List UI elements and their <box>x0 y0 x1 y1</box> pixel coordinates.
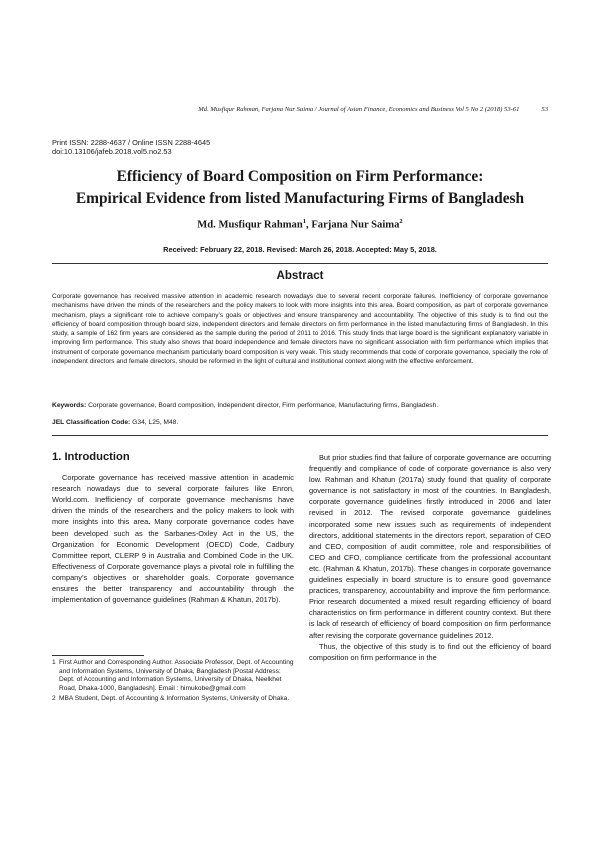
keywords-label: Keywords: <box>52 402 87 409</box>
title-line-2: Empirical Evidence from listed Manufacturing Firms of Bangladesh <box>75 190 525 207</box>
submission-dates: Received: February 22, 2018. Revised: March 26, 2018. Accepted: May 5, 2018. <box>163 245 437 254</box>
footnote-1 <box>52 659 294 693</box>
running-header-text: Md. Musfiqur Rahman, Farjana Nur Saima / Journal of Asian Finance, Economics and Business Vol 5 No 2 (2018) 53-61 <box>198 106 520 113</box>
author-2-mark: 2 <box>399 218 403 225</box>
title-line-1: Efficiency of Board Composition on Firm Performance: <box>116 168 484 185</box>
abstract-bottom-rule <box>52 435 548 436</box>
running-header <box>52 106 548 113</box>
doi-line: doi:10.13106/jafeb.2018.vol5.no2.53 <box>52 146 172 156</box>
intro-paragraph-2: But prior studies find that failure of corporate governance are occurring frequently and compliance of code of corporate governance is also very low. Rahman and Khatun (2017a) study found that quality of corporate governance is not satisfactory in most of the countries. In Bangladesh, corporate governance guidelines firstly introduced in 2006 and later revised in 2012. The revised corporate governance guidelines incorporated some new issues such as requirements of independent directors, additional statements in the directors report, separation of CEO and CEO, composition of audit committee, role and responsibilities of CEO and CFO, compliance certificate from the professional accountant etc. (Rahman & Khatun, 2017b). These changes in corporate governance guidelines especially in board structure is to ensure good governance practices, transparency, accountability and improve the firm performance. Prior research documented a mixed result regarding efficiency of board characteristics on firm performance in different country context. But there is lack of research of efficiency of board composition on firm performance after revising the corporate governance guidelines 2012. <box>309 453 551 640</box>
footnote-2 <box>52 695 294 704</box>
intro-paragraph-3: Thus, the objective of this study is to find out the efficiency of board composition on firm performance in the <box>309 641 551 662</box>
intro-paragraph-1-part-a: Corporate governance has received massive attention in academic research nowadays due to several corporate failures like Enron, World.com. Inefficiency of corporate governance mechanisms have driven the minds of the researchers and the policy makers to look with more insights into this area <box>52 473 294 527</box>
author-1-mark: 1 <box>302 218 307 225</box>
author-list <box>52 218 548 231</box>
keywords <box>52 401 548 410</box>
page-number: 53 <box>541 106 548 113</box>
intro-paragraph-1-period: . <box>148 517 151 527</box>
abstract-heading: Abstract <box>276 269 324 282</box>
keywords-text: Corporate governance, Board composition, Independent director, Firm performance, Manufacturing firms, Bangladesh. <box>88 402 439 409</box>
intro-paragraph-1-part-b: Many corporate governance codes have been developed such as the Sarbanes-Oxley Act in the US, the Organization for Economic Development (OECD) Code, Cadbury Committee report, CLERP 9 in Australia and Combined Code in the UK. Effectiveness of Corporate governance plays a pivotal role in fulfilling the company’s objectives or shareholder goals. Corporate governance ensures the better transparency and accountability through the implementation of governance guidelines (Rahman & Khatun, 2017b). <box>52 517 295 605</box>
abstract-top-rule <box>52 263 548 264</box>
footnote-1-number: 1 <box>52 659 56 666</box>
footnote-2-text: MBA Student, Dept. of Accounting & Information Systems, University of Dhaka. <box>59 695 290 703</box>
paper-title <box>52 166 548 210</box>
section-heading-introduction: 1. Introduction <box>52 451 130 463</box>
abstract-body: Corporate governance has received massive attention in academic research nowadays due to several recent corporate failures. Inefficiency of corporate governance mechanisms have driven the minds of the researchers and the policy makers to look with more insights into this area. Board composition, as part of corporate governance mechanism, plays a significant role to achieve company’s goals or objectives and ensure transparency and accountability. The objective of this study is to find out the efficiency of board composition through board size, independent directors and female directors on firm performance in the listed manufacturing firms of Bangladesh. In this study, a sample of 162 firm years are considered as the sample during the period of 2011 to 2016. This study finds that large board is the significant explanatory variable in improving firm performance. This study also shows that board independence and female directors have no significant association with firm performance which implies that instrument of corporate governance mechanism particularly board composition is very weak. This study recommends that code of corporate governance, specially the role of independent directors and female directors, should be reformed in the light of cultural and institutional context along with the effective enforcement. <box>52 293 548 365</box>
footnote-2-number: 2 <box>52 695 56 703</box>
footnotes <box>52 659 294 706</box>
author-separator: , <box>306 219 312 231</box>
intro-paragraph-1 <box>52 472 294 605</box>
footnote-rule <box>52 655 144 656</box>
jel-label: JEL Classification Code: <box>52 419 131 426</box>
jel-text: G34, L25, M48. <box>132 419 179 426</box>
publication-meta <box>52 139 210 157</box>
left-column <box>52 452 294 605</box>
right-column <box>309 452 551 663</box>
jel-codes <box>52 418 548 427</box>
author-2: Farjana Nur Saima <box>311 219 400 231</box>
author-1: Md. Musfiqur Rahman <box>197 219 303 231</box>
footnote-1-text: First Author and Corresponding Author. Associate Professor, Dept. of Accounting and Information Systems, University of Dhaka, Bangladesh [Postal Address: Dept. of Accounting and Information Systems, University of Dhaka, Neelkhet Road, Dhaka-1000, Bangladesh]. Email : himukobe@gmail.com <box>59 659 294 692</box>
issn-line: Print ISSN: 2288-4637 / Online ISSN 2288-4645 <box>52 138 211 147</box>
